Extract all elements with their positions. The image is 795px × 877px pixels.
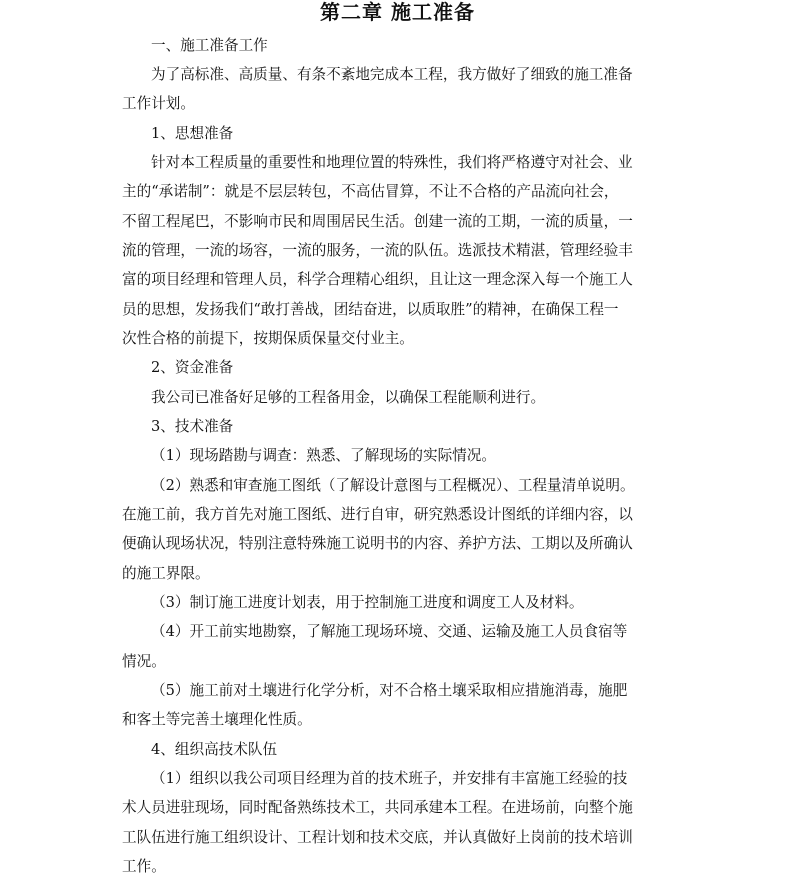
paragraph-line: 和客土等完善土壤理化性质。 xyxy=(122,711,312,728)
paragraph-line: 工作计划。 xyxy=(122,95,195,112)
paragraph-line: 针对本工程质量的重要性和地理位置的特殊性，我们将严格遵守对社会、业 xyxy=(151,154,633,171)
subheading-team: 4、组织高技术队伍 xyxy=(151,741,278,758)
subheading-funds: 2、资金准备 xyxy=(151,359,234,376)
paragraph-line: 流的管理，一流的场容，一流的服务，一流的队伍。选派技术精湛，管理经验丰 xyxy=(122,242,633,259)
paragraph-line: 员的思想，发扬我们“敢打善战，团结奋进，以质取胜”的精神，在确保工程一 xyxy=(122,301,619,318)
list-item: （1）现场踏勘与调查：熟悉、了解现场的实际情况。 xyxy=(151,447,496,464)
list-item: （3）制订施工进度计划表，用于控制施工进度和调度工人及材料。 xyxy=(151,594,584,611)
list-item: （2）熟悉和审查施工图纸（了解设计意图与工程概况）、工程量清单说明。 xyxy=(151,477,635,494)
list-item: （1）组织以我公司项目经理为首的技术班子，并安排有丰富施工经验的技 xyxy=(151,770,628,787)
heading-1: 一、施工准备工作 xyxy=(151,37,268,54)
paragraph-line: 我公司已准备好足够的工程备用金，以确保工程能顺利进行。 xyxy=(151,389,546,406)
paragraph-line: 工作。 xyxy=(122,858,166,875)
list-item: （4）开工前实地勘察，了解施工现场环境、交通、运输及施工人员食宿等 xyxy=(151,623,628,640)
paragraph-line: 术人员进驻现场，同时配备熟练技术工，共同承建本工程。在进场前，向整个施 xyxy=(122,799,633,816)
subheading-tech: 3、技术准备 xyxy=(151,418,234,435)
paragraph-line: 在施工前，我方首先对施工图纸、进行自审，研究熟悉设计图纸的详细内容，以 xyxy=(122,506,633,523)
paragraph-line: 工队伍进行施工组织设计、工程计划和技术交底，并认真做好上岗前的技术培训 xyxy=(122,829,633,846)
paragraph-line: 主的“承诺制”：就是不层层转包，不高估冒算，不让不合格的产品流向社会， xyxy=(122,183,619,200)
list-item: （5）施工前对土壤进行化学分析，对不合格土壤采取相应措施消毒，施肥 xyxy=(151,682,628,699)
subheading-thinking: 1、思想准备 xyxy=(151,125,234,142)
paragraph-line: 情况。 xyxy=(122,653,166,670)
paragraph-line: 不留工程尾巴，不影响市民和周围居民生活。创建一流的工期，一流的质量，一 xyxy=(122,213,633,230)
chapter-title: 第二章 施工准备 xyxy=(320,0,475,24)
paragraph-line: 的施工界限。 xyxy=(122,565,210,582)
paragraph-line: 为了高标准、高质量、有条不紊地完成本工程，我方做好了细致的施工准备 xyxy=(151,66,633,83)
paragraph-line: 富的项目经理和管理人员，科学合理精心组织，且让这一理念深入每一个施工人 xyxy=(122,271,633,288)
paragraph-line: 便确认现场状况，特别注意特殊施工说明书的内容、养护方法、工期以及所确认 xyxy=(122,535,633,552)
paragraph-line: 次性合格的前提下，按期保质保量交付业主。 xyxy=(122,330,414,347)
